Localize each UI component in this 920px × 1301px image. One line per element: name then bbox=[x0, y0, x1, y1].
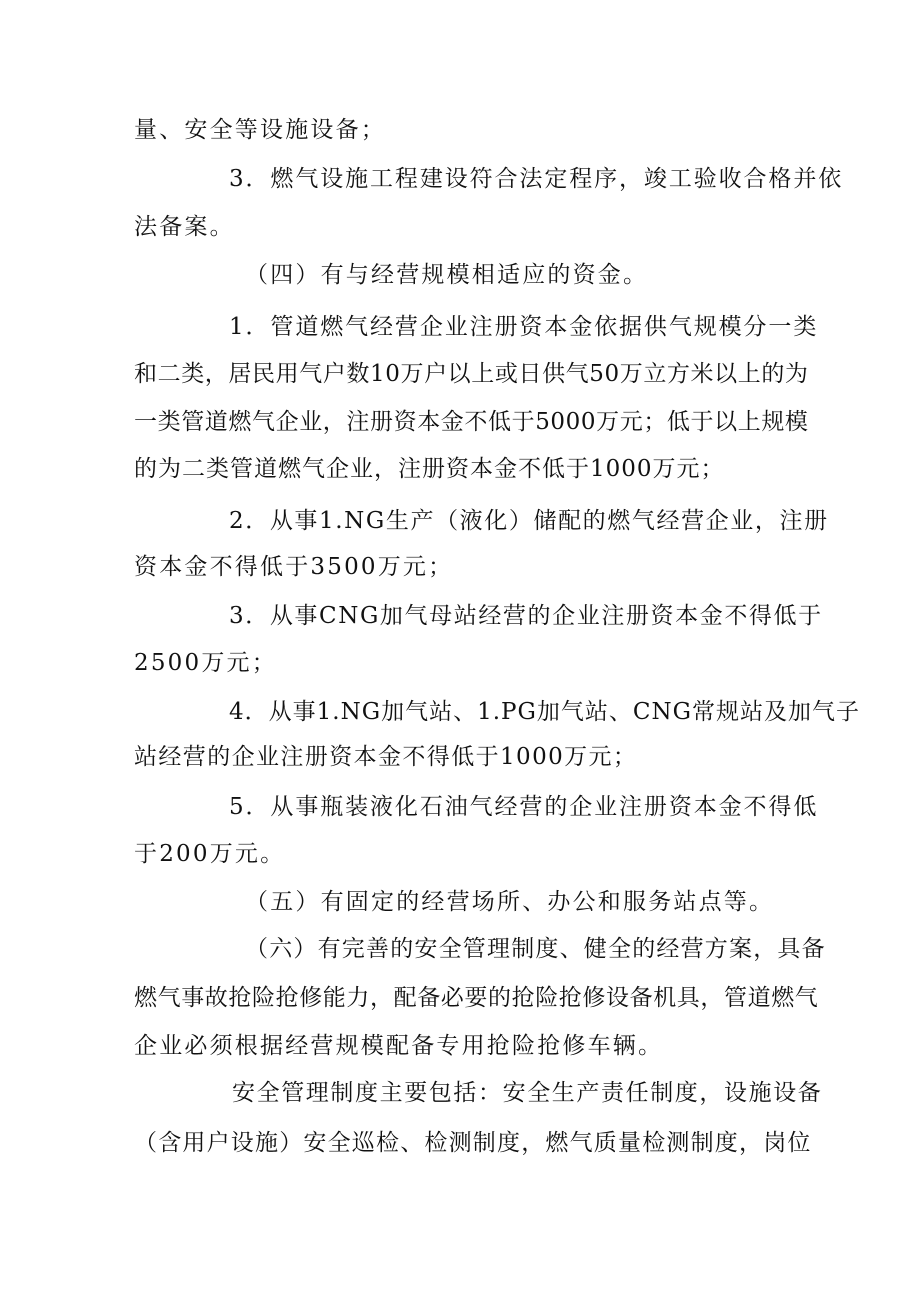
text-line: 3．燃气设施工程建设符合法定程序，竣工验收合格并依 bbox=[229, 166, 844, 192]
text-line: 3．从事CNG加气母站经营的企业注册资本金不得低于 bbox=[229, 603, 823, 629]
text-line: 企业必须根据经营规模配备专用抢险抢修车辆。 bbox=[134, 1033, 664, 1059]
text-line: 于200万元。 bbox=[134, 841, 286, 867]
text-line: （含用户设施）安全巡检、检测制度，燃气质量检测制度，岗位 bbox=[134, 1130, 812, 1156]
text-line: 2．从事1.NG生产（液化）储配的燃气经营企业，注册 bbox=[229, 508, 829, 534]
text-line: 站经营的企业注册资本金不得低于1000万元； bbox=[134, 744, 638, 770]
text-line: 1．管道燃气经营企业注册资本金依据供气规模分一类 bbox=[229, 314, 819, 340]
text-line: 的为二类管道燃气企业，注册资本金不低于1000万元； bbox=[134, 456, 725, 482]
section-heading: （五）有固定的经营场所、办公和服务站点等。 bbox=[245, 889, 775, 915]
section-heading: （六）有完善的安全管理制度、健全的经营方案，具备 bbox=[245, 936, 826, 962]
text-line: 2500万元； bbox=[134, 650, 277, 676]
text-line: 和二类，居民用气户数10万户以上或日供气50万立方米以上的为 bbox=[134, 361, 809, 387]
text-line: 5．从事瓶装液化石油气经营的企业注册资本金不得低 bbox=[229, 794, 819, 820]
text-line: 资本金不得低于3500万元； bbox=[134, 554, 454, 580]
text-line: 燃气事故抢险抢修能力，配备必要的抢险抢修设备机具，管道燃气 bbox=[134, 985, 819, 1011]
text-line: 安全管理制度主要包括：安全生产责任制度，设施设备 bbox=[232, 1080, 823, 1106]
text-line: 法备案。 bbox=[134, 214, 235, 240]
text-line: 一类管道燃气企业，注册资本金不低于5000万元；低于以上规模 bbox=[134, 409, 809, 435]
text-line: 4．从事1.NG加气站、1.PG加气站、CNG常规站及加气子 bbox=[229, 699, 860, 725]
section-heading: （四）有与经营规模相适应的资金。 bbox=[245, 262, 649, 288]
text-line: 量、安全等设施设备； bbox=[134, 117, 386, 143]
